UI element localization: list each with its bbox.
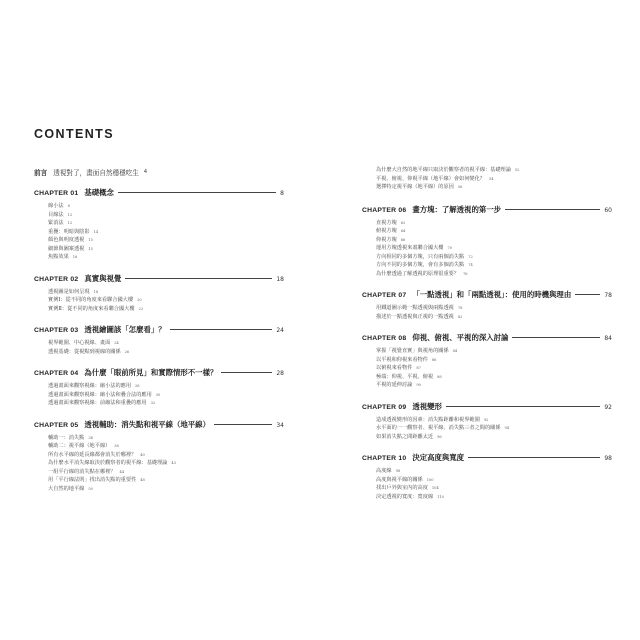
toc-entry-title: 以俯視來看物件 [376,365,413,371]
toc-entry-title: 目線法 [48,211,64,218]
chapter-items [34,202,284,262]
right-chapter-list [362,204,612,502]
chapter-title: 透視輔助：消失點和視平線（地平線） [84,419,210,429]
toc-entry-page: 44 [119,469,125,474]
chapter-heading[interactable] [362,452,612,464]
toc-entry-page: 70 [447,246,453,250]
toc-entry[interactable] [376,219,612,228]
toc-entry[interactable] [376,373,612,382]
toc-entry-page: 16 [72,255,78,259]
toc-entry[interactable] [376,253,612,262]
preface-entry[interactable] [34,166,284,178]
chapter-page: 8 [280,190,284,197]
toc-entry[interactable] [376,236,612,245]
chapter-number: CHAPTER 10 [362,455,407,462]
toc-entry[interactable] [48,468,284,477]
chapter-block [34,367,284,408]
toc-entry[interactable] [48,296,284,305]
left-chapter-list [34,187,284,493]
toc-entry-title: 視界範圍、中心視線、畫面 [48,340,111,346]
chapter-heading[interactable] [34,367,284,379]
chapter-page: 92 [604,403,612,411]
toc-entry-title: 線小法 [48,203,64,209]
toc-entry-title: 為什麼透過了解透視的原理很重要？ [376,270,460,277]
toc-entry[interactable] [376,433,612,442]
chapter-block [362,452,612,501]
toc-entry-page: 56 [457,185,463,189]
chapter-page: 98 [604,455,612,462]
chapter-number: CHAPTER 03 [34,327,79,334]
chapter-page: 60 [604,206,612,214]
toc-entry-title: 水平面的一一觀察者、視平線、消失點三者之間的關係 [376,425,501,431]
chapter-rule [125,278,272,279]
chapter-items [34,434,284,494]
toc-entry-page: 72 [468,254,473,259]
toc-entry-title: 仰視方塊 [376,236,397,243]
toc-entry-title: 重疊：明暗與陰影 [48,228,90,235]
chapter-items [362,219,612,279]
toc-entry[interactable] [48,236,284,245]
chapter-rule [575,294,600,295]
chapter-title: 決定高度與寬度 [412,453,465,462]
toc-entry-page: 66 [400,237,406,242]
toc-entry-title: 透過畫面來觀察視線：前縮法和重疊的應用 [48,400,147,406]
toc-entry-page: 48 [140,478,145,482]
toc-entry-title: 極端：仰視、平視、俯視 [376,373,434,380]
toc-entry-title: 直視方塊 [376,219,397,226]
toc-entry[interactable] [48,382,284,391]
toc-entry-title: 緊消法 [48,220,64,226]
chapter-heading[interactable] [34,324,284,336]
toc-entry[interactable] [376,493,612,502]
toc-entry-page: 34 [88,435,93,440]
toc-entry[interactable] [376,270,612,279]
toc-entry-page: 18 [93,289,99,294]
toc-entry-title: 掌握「視覺直實」與視角的關係 [376,348,449,354]
toc-entry-title: 決定透視的寬度：寬度線 [376,493,434,500]
chapter-block [34,324,284,356]
chapter-page: 84 [604,335,612,342]
toc-entry-page: 87 [416,366,421,370]
chapter-title: 畫方塊：了解透視的第一步 [412,204,502,214]
toc-entry-page: 90 [416,383,421,387]
toc-right-column [362,166,612,501]
chapter-rule [221,372,272,373]
chapter-number: CHAPTER 01 [34,190,79,197]
preface-title: 透視對了，畫面自然穩穩吃生 [53,169,139,177]
chapter-rule [468,457,600,458]
toc-entry[interactable] [48,202,284,211]
toc-entry-title: 透視圖是如何呈現 [48,288,90,295]
toc-entry-title: 顏色與明度透視 [48,237,85,243]
toc-entry-title: 為什麼水平消失線取決於觀察者的視平線：基礎理論 [48,460,168,466]
toc-entry-title: 所有水平線的延長線都會消失於哪裡？ [48,451,137,458]
toc-entry-title: 輔助二：視平線（地平線） [48,443,111,449]
chapter-heading[interactable] [34,419,284,431]
toc-entry[interactable] [376,347,612,356]
toc-entry-title: 實例Ⅰ：從不同的角度來看聯合國大樓 [48,297,134,303]
chapter-block [362,401,612,442]
toc-entry-page: 50 [88,486,93,491]
chapter-heading[interactable] [362,289,612,301]
toc-entry[interactable] [48,211,284,220]
chapter-number: CHAPTER 05 [34,421,79,429]
toc-entry[interactable] [376,476,612,485]
toc-entry[interactable] [48,485,284,494]
chapter-number: CHAPTER 08 [362,335,407,342]
toc-entry[interactable] [376,467,612,476]
toc-entry[interactable] [376,227,612,236]
chapter-items [362,347,612,390]
toc-entry-page: 52 [514,168,520,172]
toc-entry-title: 透視基礎：從視點到視線的關係 [48,348,121,355]
toc-entry-title: 焦點效果 [48,254,69,260]
toc-entry-title: 用鐵道圖示範一點透視與兩點透視 [376,305,454,311]
toc-entry-page: 64 [400,229,406,233]
toc-entry-page: 78 [457,306,463,310]
toc-entry-title: 透過畫面來觀察視線：縮小法和疊合法的應用 [48,391,152,398]
chapter-page: 24 [276,327,284,334]
toc-entry-title: 輔助一：消失點 [48,434,85,441]
toc-entry[interactable] [48,434,284,443]
toc-entry-page: 40 [140,452,145,457]
toc-entry[interactable] [376,313,612,322]
toc-entry[interactable] [48,459,284,468]
chapter-title: 「一點透視」和「兩點透視」：使用的時機與理由 [412,290,572,299]
toc-entry[interactable] [376,261,612,270]
toc-entry[interactable] [48,348,284,357]
chapter-rule [512,337,600,338]
chapter-number: CHAPTER 09 [362,403,407,411]
toc-entry-page: 92 [483,417,489,422]
toc-entry[interactable] [376,175,612,184]
toc-entry-page: 86 [431,357,437,362]
contents-title: CONTENTS [34,127,114,141]
toc-entry[interactable] [376,381,612,390]
toc-entry[interactable] [376,244,612,253]
chapter-number: CHAPTER 02 [34,275,79,283]
chapter-number: CHAPTER 07 [362,292,407,299]
toc-entry[interactable] [48,339,284,348]
chapter-block [362,332,612,390]
toc-left-column [34,166,284,493]
chapter-heading[interactable] [362,401,612,413]
chapter-items [34,382,284,408]
toc-entry[interactable] [48,399,284,408]
toc-entry-page: 94 [504,426,510,430]
toc-entry-page: 28 [135,384,140,388]
chapter-page: 34 [276,421,284,429]
toc-entry-page: 15 [88,246,93,251]
toc-entry-title: 大自然的地平線 [48,485,85,492]
toc-entry-title: 方向相同的多個方塊，只有兩個消失點 [376,253,465,260]
toc-entry-page: 96 [437,434,442,439]
toc-entry-page: 22 [138,306,144,311]
toc-entry-page: 98 [395,469,401,473]
toc-entry[interactable] [48,451,284,460]
toc-entry-page: 82 [457,314,463,319]
chapter-title: 為什麼「眼前所見」和實際情形不一樣？ [84,368,218,377]
toc-entry-title: 高度線 [376,468,392,474]
toc-entry[interactable] [376,183,612,192]
toc-entry-page: 54 [488,176,494,181]
chapter-block [362,289,612,321]
chapter-title: 真實與視覺 [84,273,122,283]
toc-entry[interactable] [376,166,612,175]
toc-entry-page: 76 [463,271,468,276]
chapter-rule [118,192,276,193]
chapter-items [362,467,612,501]
preface-label: 前言 [34,169,48,177]
toc-entry-title: 一組平行線的消失點在哪裡？ [48,468,116,475]
toc-entry-page: 32 [150,401,156,405]
chapter-block [34,419,284,494]
toc-entry-title: 高度與視平線的關係 [376,476,423,483]
toc-entry-page: 88 [437,374,442,379]
chapter-title: 仰視、俯視、平視的深入討論 [412,333,509,342]
toc-entry-page: 14 [93,229,99,234]
toc-entry-page: 38 [114,444,119,448]
toc-entry-title: 實例Ⅱ：從不同的角度來看聯合國大樓 [48,305,135,312]
chapter-title: 透視變形 [412,401,442,411]
toc-entry[interactable] [376,304,612,313]
toc-entry-title: 運用方塊透視來畫聯合國大樓 [376,245,444,251]
chapter-items [34,288,284,314]
toc-entry-page: 43 [171,461,176,465]
toc-entry[interactable] [48,442,284,451]
preface-page: 4 [143,169,148,175]
toc-entry-page: 30 [155,392,161,397]
toc-entry-page: 84 [452,349,458,353]
chapter-heading[interactable] [362,204,612,216]
toc-entry-page: 12 [67,212,73,217]
toc-entry-title: 用「平行線法則」找出消失點的重要性 [48,477,137,483]
toc-entry-title: 為什麼大自然的地平線只取決於觀察者的視平線：基礎理論 [376,167,511,173]
toc-entry-title: 以平視和仰視來看物件 [376,356,428,363]
chapter-page: 78 [604,292,612,299]
toc-entry-title: 細節與圖案透視 [48,245,85,252]
chapter-title: 基礎概念 [84,188,114,197]
toc-entry[interactable] [376,364,612,373]
toc-entry[interactable] [376,424,612,433]
chapter-heading[interactable] [34,187,284,199]
toc-entry-page: 26 [124,349,130,354]
toc-entry-page: 24 [114,341,119,345]
toc-entry-title: 透過畫面來觀察視線：縮小法的應用 [48,383,132,389]
chapter-heading[interactable] [362,332,612,344]
toc-entry[interactable] [48,391,284,400]
toc-entry-title: 找出戶外與室內的高度 [376,485,428,491]
chapter-items [34,339,284,356]
toc-entry-title: 平視、俯視、仰視平線（地平線）會如何變化？ [376,175,485,182]
chapter-heading[interactable] [34,273,284,285]
toc-entry-page: 104 [431,486,439,490]
toc-entry-title: 描述於一點透視與正視的一點透視 [376,313,454,320]
chapter-page: 28 [276,370,284,377]
toc-entry-title: 造成透視變形的因素：消失點距離和視界範圍 [376,416,480,423]
toc-entry-title: 方向不同的多個方塊，會有多個消失點 [376,262,465,268]
toc-entry[interactable] [48,476,284,485]
toc-entry-page: 100 [426,477,434,482]
toc-entry-title: 俯視方塊 [376,228,397,234]
toc-entry-page: 15 [88,238,93,242]
chapter-rule [505,209,600,210]
chapter-number: CHAPTER 06 [362,206,407,214]
chapter-rule [214,424,272,425]
chapter-block [362,204,612,279]
continued-items [362,166,612,192]
chapter-rule [446,406,600,407]
toc-entry-page: 20 [137,298,142,302]
toc-entry-page: 8 [67,204,70,208]
toc-entry[interactable] [48,305,284,314]
chapter-number: CHAPTER 04 [34,370,79,377]
toc-entry[interactable] [376,484,612,493]
toc-entry-page: 12 [67,221,73,225]
toc-entry[interactable] [48,288,284,297]
toc-entry-page: 110 [437,494,444,499]
chapter-block [34,273,284,314]
chapter-items [362,416,612,442]
toc-entry-title: 平視的延伸討論 [376,382,413,388]
chapter-title: 透視繪圖該「怎麼看」？ [84,325,166,334]
toc-entry[interactable] [376,356,612,365]
toc-entry[interactable] [376,416,612,425]
chapter-items [362,304,612,321]
chapter-block [34,187,284,262]
toc-entry[interactable] [48,228,284,237]
toc-entry[interactable] [48,219,284,228]
toc-entry-page: 74 [468,263,473,267]
toc-entry-title: 如果消失點之間距離太近 [376,433,434,440]
chapter-rule [170,329,273,330]
toc-entry-title: 選擇特定視平線（地平線）的原因 [376,184,454,190]
toc-entry[interactable] [48,253,284,262]
chapter-page: 18 [276,275,284,283]
toc-entry-page: 62 [400,220,406,225]
toc-entry[interactable] [48,245,284,254]
